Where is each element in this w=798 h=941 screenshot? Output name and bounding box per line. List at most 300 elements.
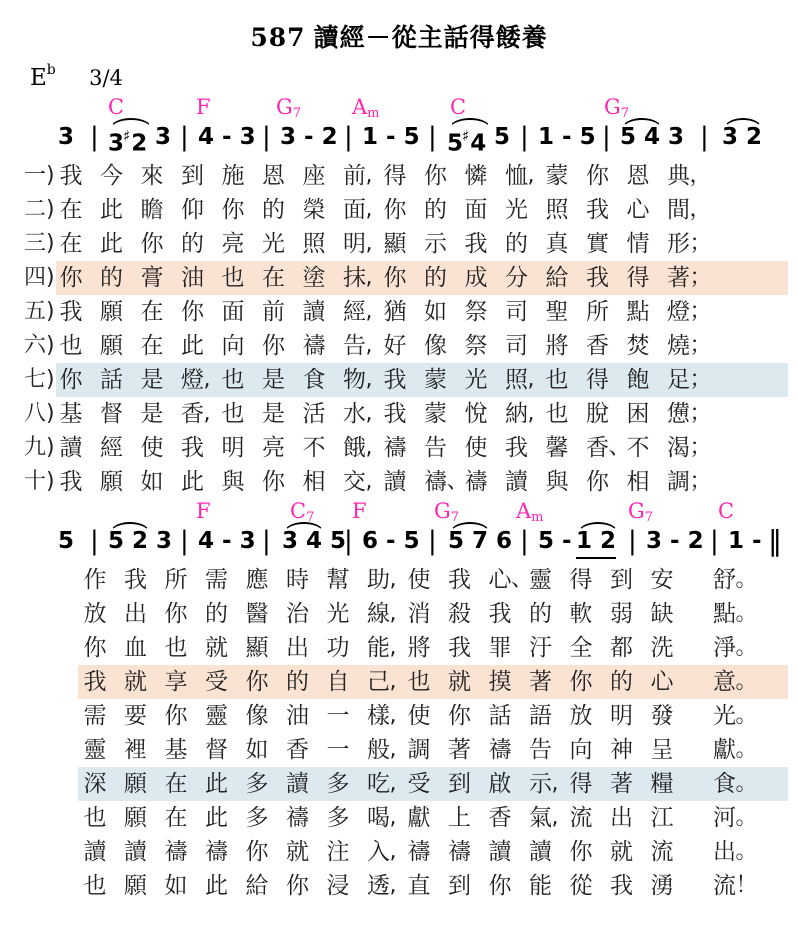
lyric-char: 在 (164, 770, 188, 797)
lyric-char: 願 (100, 332, 123, 359)
lyric-char: 你 (245, 838, 269, 865)
note-number: 1 - 5 (362, 123, 420, 150)
lyric-char: 在 (164, 804, 188, 831)
lyric-char: 將 (545, 332, 569, 359)
lyric-line (0, 363, 798, 397)
lyric-char: 燈 (667, 298, 690, 325)
lyric-char: 此 (100, 230, 123, 257)
lyric-char: 著 (529, 668, 552, 695)
lyric-char: 你 (586, 162, 609, 189)
lyric-char: 活 (302, 400, 326, 427)
lyric-line (0, 563, 798, 597)
lyric-char: 都 (610, 634, 633, 661)
lyric-char: 面 (221, 298, 245, 325)
lyric-char: 多 (245, 804, 269, 831)
lyric-punctuation: 、 (608, 434, 631, 460)
lyric-char: 仰 (181, 196, 204, 223)
lyric-char: 治 (286, 600, 309, 627)
lyric-char: 入 (367, 838, 390, 865)
lyric-char: 脫 (586, 400, 609, 427)
lyric-punctuation: 。 (735, 736, 758, 762)
lyric-char: 好 (383, 332, 407, 359)
lyric-punctuation: , (203, 400, 211, 426)
lyric-char: 讀 (286, 770, 309, 797)
lyric-char: 香 (286, 736, 309, 763)
chord-symbol: Am (352, 94, 380, 121)
lyric-char: 出 (286, 634, 309, 661)
lyric-char: 香 (586, 434, 609, 461)
lyric-line (0, 159, 798, 193)
lyric-char: 顯 (245, 634, 269, 661)
lyric-char: 般 (367, 736, 390, 763)
chord-quality: m (367, 105, 380, 121)
lyric-char: 得 (569, 770, 593, 797)
lyric-char: 足 (667, 366, 690, 393)
lyric-char: 湧 (650, 872, 674, 899)
lyric-char: 調 (407, 736, 431, 763)
note-number: 3♯2 (108, 126, 148, 157)
lyric-char: 己 (367, 668, 390, 695)
lyric-char: 得 (626, 264, 650, 291)
lyric-char: 給 (545, 264, 569, 291)
lyric-char: 多 (245, 770, 269, 797)
lyric-char: 像 (245, 702, 269, 729)
barline: | (90, 525, 99, 556)
lyric-char: 著 (448, 736, 471, 763)
note-number: 5 2 3 (108, 527, 173, 554)
lyric-char: 流 (713, 872, 736, 899)
lyric-char: 司 (505, 332, 528, 359)
lyric-char: 與 (221, 468, 245, 495)
lyric-line (0, 801, 798, 835)
lyric-char: 放 (569, 702, 593, 729)
lyric-char: 蒙 (424, 400, 447, 427)
barline: | (344, 121, 353, 152)
lyric-char: 就 (124, 668, 147, 695)
lyric-line (0, 733, 798, 767)
note-number: 3 2 (722, 123, 763, 150)
lyric-char: 憐 (464, 162, 488, 189)
lyric-punctuation: , (389, 634, 397, 660)
lyric-char: 來 (140, 162, 164, 189)
lyric-char: 獻 (407, 804, 431, 831)
lyric-char: 你 (59, 366, 83, 393)
lyric-punctuation: , (365, 332, 373, 358)
lyric-punctuation: ； (689, 366, 712, 392)
lyric-char: 讀 (383, 468, 407, 495)
lyric-char: 我 (488, 600, 512, 627)
lyric-char: 應 (245, 566, 269, 593)
lyric-char: 我 (505, 434, 528, 461)
lyric-line (0, 465, 798, 499)
lyric-char: 間 (667, 196, 690, 223)
lyric-char: 的 (424, 264, 447, 291)
lyric-char: 如 (424, 298, 447, 325)
lyric-char: 典 (667, 162, 690, 189)
lyric-char: 就 (205, 634, 228, 661)
lyric-char: 此 (181, 468, 204, 495)
note-row-2 (0, 523, 798, 560)
lyric-line (0, 431, 798, 465)
lyric-char: 形 (667, 230, 690, 257)
lyric-punctuation: ； (689, 230, 712, 256)
chord-symbol: C7 (290, 498, 315, 525)
lyric-char: 餓 (343, 434, 366, 461)
key-note: E (30, 64, 47, 91)
lyric-char: 話 (100, 366, 123, 393)
lyric-punctuation: , (365, 468, 373, 494)
lyric-char: 像 (424, 332, 447, 359)
lyric-char: 向 (221, 332, 245, 359)
lyric-char: 我 (448, 566, 471, 593)
lyric-char: 調 (667, 468, 690, 495)
lyric-char: 我 (59, 468, 83, 495)
lyric-punctuation: , (365, 230, 373, 256)
lyric-char: 也 (221, 400, 245, 427)
lyric-char: 在 (140, 298, 164, 325)
lyric-char: 你 (140, 230, 164, 257)
lyric-char: 讀 (505, 468, 528, 495)
lyric-char: 禱 (448, 838, 471, 865)
chord-symbol: Am (516, 498, 544, 525)
note-number: 3 - 2 (280, 123, 338, 150)
lyric-char: 透 (367, 872, 390, 899)
lyric-punctuation: 。 (735, 668, 758, 694)
lyric-char: 油 (181, 264, 204, 291)
lyric-char: 你 (383, 196, 407, 223)
lyric-char: 到 (610, 566, 633, 593)
lyric-char: 顯 (383, 230, 407, 257)
chord-symbol: F (352, 498, 367, 523)
lyric-punctuation: 、 (446, 468, 469, 494)
lyric-char: 此 (100, 196, 123, 223)
lyric-char: 全 (569, 634, 593, 661)
lyric-char: 氣 (529, 804, 552, 831)
lyric-punctuation: ； (689, 434, 712, 460)
lyric-char: 禱 (205, 838, 228, 865)
lyric-char: 讀 (302, 298, 326, 325)
barline: | (520, 525, 529, 556)
lyric-char: 香 (488, 804, 512, 831)
lyric-punctuation: 。 (735, 804, 758, 830)
lyric-line (0, 329, 798, 363)
lyric-line (0, 227, 798, 261)
lyric-punctuation: , (551, 770, 559, 796)
lyric-char: 不 (626, 434, 650, 461)
lyric-char: 糧 (650, 770, 674, 797)
lyric-punctuation: ， (689, 162, 712, 188)
lyric-char: 使 (464, 434, 488, 461)
lyric-punctuation: , (365, 298, 373, 324)
lyric-char: 光 (262, 230, 285, 257)
lyric-char: 在 (262, 264, 285, 291)
key-accidental: b (46, 62, 56, 78)
lyric-char: 我 (383, 400, 407, 427)
lyric-char: 一 (326, 736, 350, 763)
lyric-punctuation: , (365, 162, 373, 188)
lyric-punctuation: , (365, 434, 373, 460)
lyric-char: 得 (569, 566, 593, 593)
lyric-punctuation: ， (689, 196, 712, 222)
note-number: 6 - 5 (362, 527, 420, 554)
lyric-char: 讀 (488, 838, 512, 865)
lyric-char: 禱 (407, 838, 431, 865)
lyric-char: 江 (650, 804, 674, 831)
note-number: 5♯4 (447, 126, 487, 157)
lyric-char: 在 (59, 230, 83, 257)
lyric-char: 汙 (529, 634, 552, 661)
lyric-punctuation: , (389, 872, 397, 898)
lyric-char: 亮 (262, 434, 285, 461)
lyric-char: 需 (83, 702, 107, 729)
lyric-char: 祭 (464, 298, 488, 325)
lyric-char: 香 (586, 332, 609, 359)
lyric-char: 功 (326, 634, 350, 661)
lyric-char: 多 (326, 770, 350, 797)
lyric-char: 喝 (367, 804, 390, 831)
lyric-char: 點 (626, 298, 650, 325)
lyric-char: 你 (221, 196, 245, 223)
lyric-char: 就 (448, 668, 471, 695)
hymn-title-text: 讀經－從主話得餧養 (313, 23, 548, 52)
lyric-char: 如 (164, 872, 188, 899)
barline: | (262, 121, 271, 152)
staff-line-2 (0, 498, 798, 563)
lyric-char: 出 (124, 600, 147, 627)
lyric-char: 直 (407, 872, 431, 899)
lyric-char: 我 (586, 264, 609, 291)
lyric-char: 洗 (650, 634, 674, 661)
verse-number: 六) (24, 332, 55, 358)
lyric-char: 放 (83, 600, 107, 627)
lyric-char: 光 (464, 366, 488, 393)
lyric-char: 在 (140, 332, 164, 359)
lyric-char: 我 (448, 634, 471, 661)
lyric-char: 此 (205, 770, 228, 797)
note-number: 5 (58, 527, 75, 554)
lyric-char: 今 (100, 162, 123, 189)
lyric-punctuation: , (389, 770, 397, 796)
lyric-char: 與 (545, 468, 569, 495)
verse-number: 一) (24, 162, 55, 188)
lyric-char: 食 (713, 770, 736, 797)
lyric-char: 面 (464, 196, 488, 223)
lyric-char: 所 (164, 566, 188, 593)
note-number: 1 - (728, 527, 762, 554)
lyric-char: 禱 (488, 736, 512, 763)
lyric-char: 啟 (488, 770, 512, 797)
chord-symbol: G7 (604, 94, 630, 121)
note-number: 3 - 2 (646, 527, 704, 554)
lyric-char: 著 (610, 770, 633, 797)
barline: | (90, 121, 99, 152)
lyric-char: 醫 (245, 600, 269, 627)
lyric-char: 幫 (326, 566, 350, 593)
note-number: 1 2 (576, 526, 616, 559)
lyric-char: 司 (505, 298, 528, 325)
lyric-char: 基 (164, 736, 188, 763)
lyric-char: 分 (505, 264, 528, 291)
lyric-char: 你 (569, 838, 593, 865)
lyric-char: 河 (713, 804, 736, 831)
lyric-char: 我 (59, 298, 83, 325)
verse-number: 八) (24, 400, 55, 426)
lyric-char: 你 (262, 468, 285, 495)
lyric-char: 示 (424, 230, 447, 257)
lyric-char: 的 (100, 264, 123, 291)
lyric-char: 給 (245, 872, 269, 899)
lyric-char: 的 (286, 668, 309, 695)
barline: | (180, 121, 189, 152)
lyric-char: 心 (488, 566, 512, 593)
lyric-char: 膏 (140, 264, 164, 291)
lyric-char: 實 (586, 230, 609, 257)
lyric-char: 弱 (610, 600, 633, 627)
lyric-char: 油 (286, 702, 309, 729)
lyric-line (0, 835, 798, 869)
lyric-char: 我 (124, 566, 147, 593)
note-number: 5 - (538, 527, 572, 554)
lyric-char: 也 (221, 366, 245, 393)
lyric-char: 告 (424, 434, 447, 461)
lyric-char: 座 (302, 162, 326, 189)
lyric-char: 禱 (464, 468, 488, 495)
lyric-char: 到 (448, 770, 471, 797)
lyric-char: 呈 (650, 736, 674, 763)
lyric-char: 就 (286, 838, 309, 865)
lyric-char: 猶 (383, 298, 407, 325)
lyric-char: 你 (245, 668, 269, 695)
lyric-punctuation: , (365, 400, 373, 426)
lyric-punctuation: , (389, 702, 397, 728)
sharp-accidental: ♯ (123, 126, 131, 145)
lyric-char: 從 (569, 872, 593, 899)
lyric-line (0, 631, 798, 665)
lyric-char: 享 (164, 668, 188, 695)
lyric-char: 助 (367, 566, 390, 593)
lyric-char: 焚 (626, 332, 650, 359)
lyric-char: 蒙 (424, 366, 447, 393)
lyric-char: 缺 (650, 600, 674, 627)
lyric-char: 摸 (488, 668, 512, 695)
lyric-punctuation: , (551, 804, 559, 830)
lyric-punctuation: 。 (735, 600, 758, 626)
chord-symbol: C (108, 94, 125, 119)
lyric-char: 基 (59, 400, 83, 427)
lyric-char: 到 (448, 872, 471, 899)
lyric-punctuation: 。 (735, 838, 758, 864)
lyric-punctuation: , (389, 566, 397, 592)
lyric-char: 督 (100, 400, 123, 427)
lyric-char: 也 (407, 668, 431, 695)
lyric-char: 我 (383, 366, 407, 393)
lyric-char: 抹 (343, 264, 366, 291)
lyric-char: 面 (343, 196, 366, 223)
chord-quality: 7 (644, 509, 654, 525)
lyric-char: 光 (326, 600, 350, 627)
lyric-line (0, 397, 798, 431)
lyric-char: 你 (59, 264, 83, 291)
lyric-char: 相 (626, 468, 650, 495)
key-signature (30, 62, 56, 91)
lyric-char: 靈 (529, 566, 552, 593)
lyric-char: 受 (407, 770, 431, 797)
barline: | (428, 121, 437, 152)
lyric-char: 食 (302, 366, 326, 393)
lyric-char: 能 (367, 634, 390, 661)
barline: | (262, 525, 271, 556)
lyric-char: 的 (610, 668, 633, 695)
lyric-char: 裡 (124, 736, 147, 763)
sharp-accidental: ♯ (462, 126, 470, 145)
lyric-char: 物 (343, 366, 366, 393)
lyric-char: 情 (626, 230, 650, 257)
lyric-char: 受 (205, 668, 228, 695)
lyric-char: 注 (326, 838, 350, 865)
lyric-char: 我 (586, 196, 609, 223)
lyric-char: 讀 (83, 838, 107, 865)
lyric-char: 願 (124, 770, 147, 797)
barline: | (344, 525, 353, 556)
lyric-char: 是 (140, 400, 164, 427)
lyric-char: 我 (464, 230, 488, 257)
note-number: 3 (58, 123, 75, 150)
lyric-char: 出 (610, 804, 633, 831)
stanza-2 (0, 563, 798, 903)
key-and-meter (0, 64, 798, 91)
lyric-char: 要 (124, 702, 147, 729)
lyric-char: 施 (221, 162, 245, 189)
chord-symbol: G7 (276, 94, 302, 121)
lyric-char: 獻 (713, 736, 736, 763)
lyric-char: 此 (205, 872, 228, 899)
lyric-char: 舒 (713, 566, 736, 593)
lyric-line (0, 699, 798, 733)
lyric-punctuation: 。 (735, 634, 758, 660)
lyric-punctuation: 。 (735, 770, 758, 796)
lyric-char: 你 (164, 702, 188, 729)
lyric-line (0, 767, 798, 801)
lyric-char: 明 (221, 434, 245, 461)
lyric-char: 心 (626, 196, 650, 223)
lyric-char: 燒 (667, 332, 690, 359)
lyric-char: 線 (367, 600, 390, 627)
chord-symbol: G7 (628, 498, 654, 525)
staff-line-1 (0, 94, 798, 159)
lyric-char: 靈 (205, 702, 228, 729)
lyric-char: 願 (124, 872, 147, 899)
chord-quality: 7 (292, 105, 302, 121)
lyric-char: 禱 (286, 804, 309, 831)
lyric-char: 困 (626, 400, 650, 427)
lyric-punctuation: , (203, 366, 211, 392)
lyric-punctuation: , (365, 366, 373, 392)
lyric-punctuation: , (389, 804, 397, 830)
lyric-line (0, 193, 798, 227)
lyric-char: 罪 (488, 634, 512, 661)
lyric-char: 也 (545, 400, 569, 427)
lyric-char: 就 (610, 838, 633, 865)
lyric-char: 所 (586, 298, 609, 325)
final-barline: ‖ (768, 523, 782, 557)
verse-number: 十) (24, 468, 55, 494)
lyric-char: 相 (302, 468, 326, 495)
chord-symbol: G7 (434, 498, 460, 525)
lyric-punctuation: , (527, 366, 535, 392)
lyric-char: 心 (650, 668, 674, 695)
verse-number: 五) (24, 298, 55, 324)
note-number: 4 - 3 (198, 123, 256, 150)
